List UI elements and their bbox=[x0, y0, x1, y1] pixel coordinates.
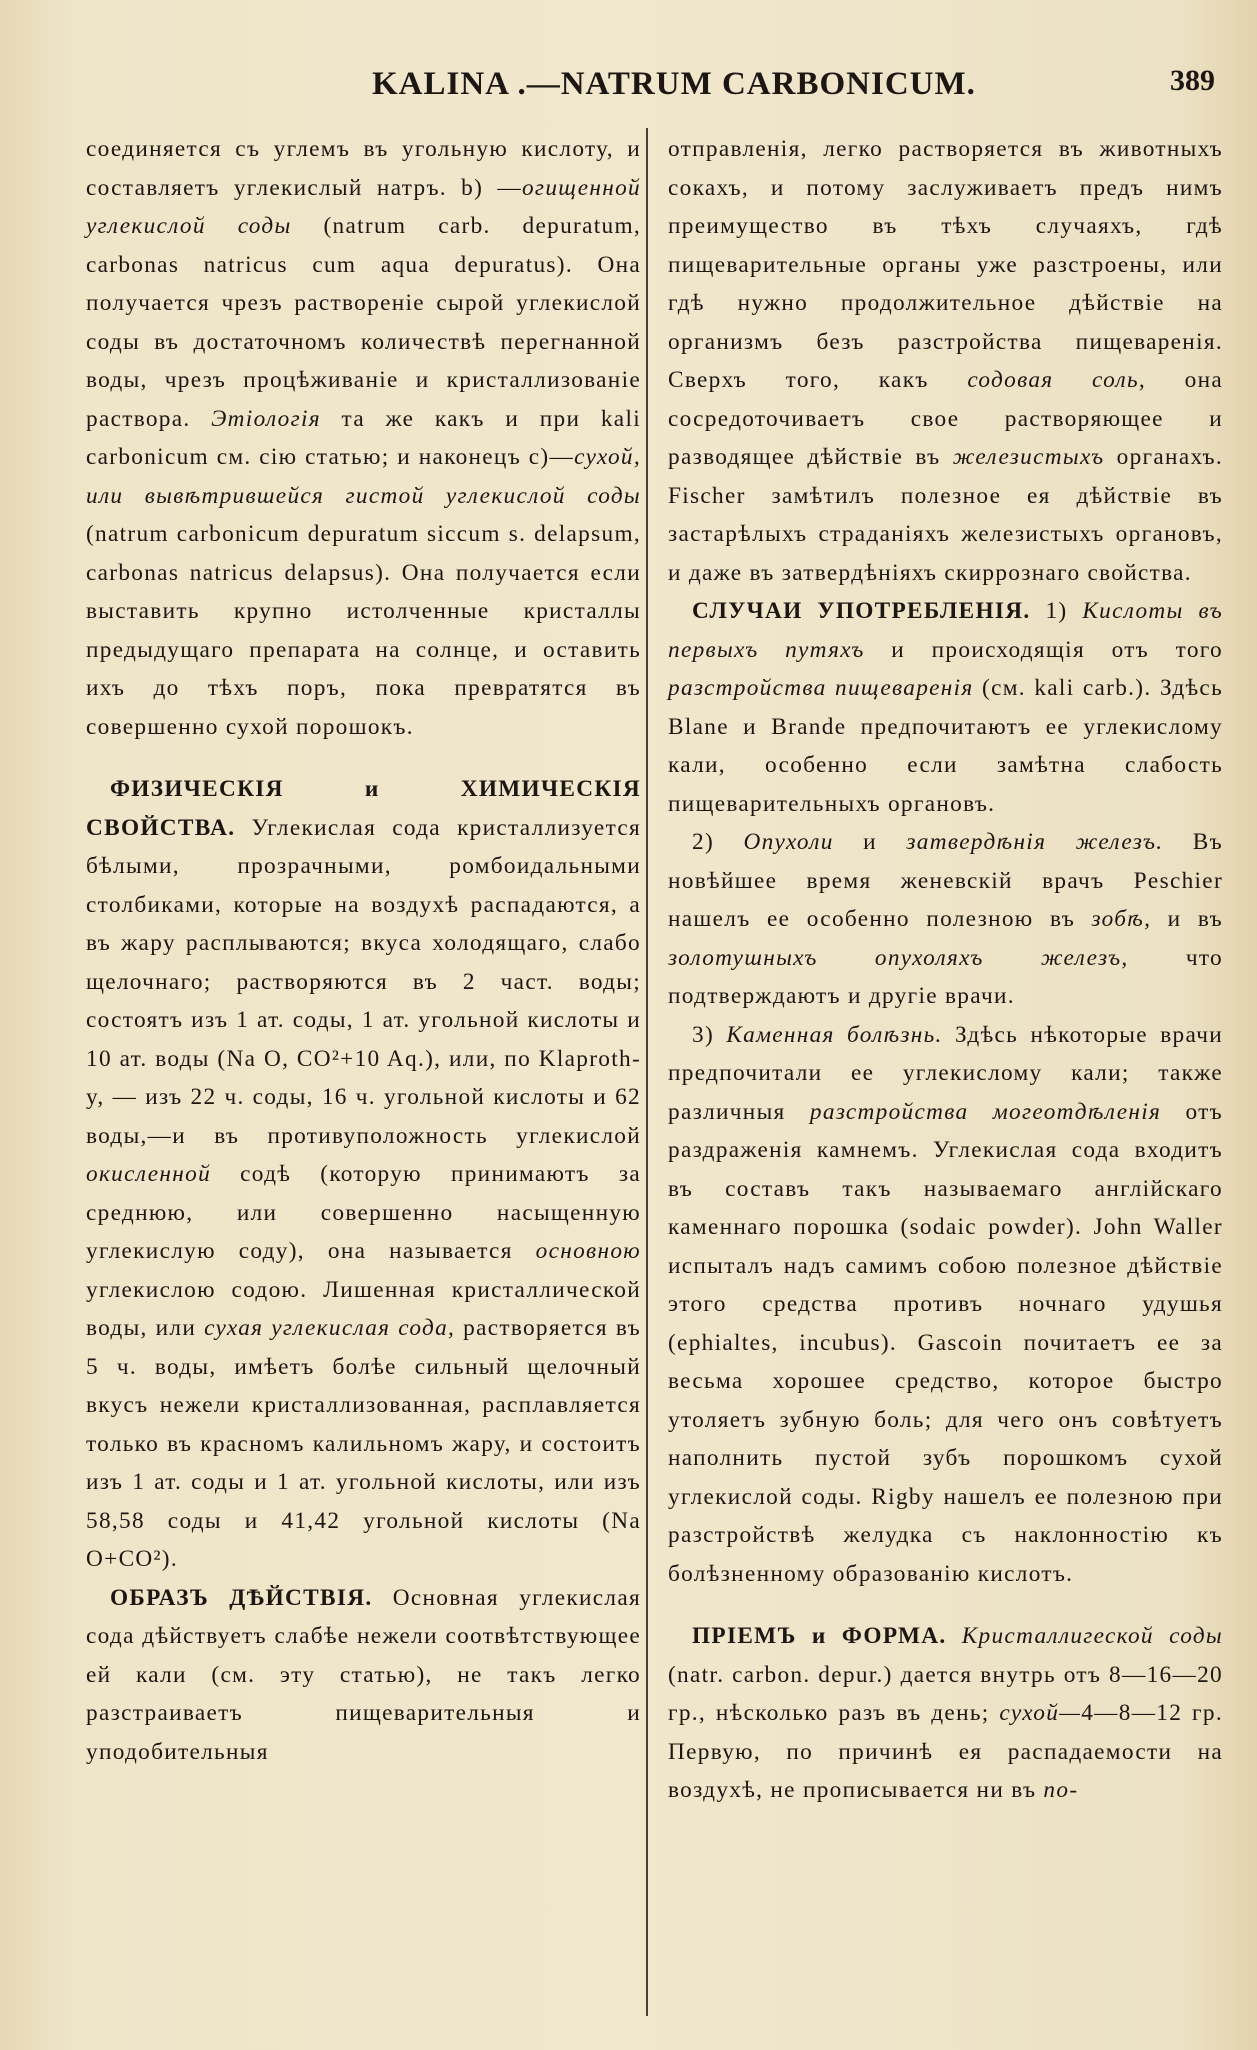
text-run: 2) bbox=[692, 829, 744, 855]
paragraph-action-continued bbox=[668, 130, 1223, 592]
paragraph-properties bbox=[86, 770, 641, 1579]
running-head-title: KALINA .—NATRUM CARBONICUM. bbox=[372, 66, 976, 102]
text-run: Основная углекислая сода дѣйствуетъ слабѣе нежели соотвѣтствующее ей кали (см. эту статью), не такъ легко разстраиваетъ пищеварительныя и уподобительныя bbox=[86, 1584, 641, 1765]
italic-term: Кристаллигеской соды bbox=[961, 1623, 1224, 1649]
italic-term: основною bbox=[535, 1238, 641, 1264]
text-run: (см. kali carb.). Здѣсь Blane и Brande предпочитаютъ ее углекислому кали, особенно если замѣтна слабость пищеварительныхъ органовъ. bbox=[668, 675, 1223, 817]
text-run: отъ раздраженія камнемъ. Углекислая сода входитъ въ составъ такъ называемаго англійскаго каменнаго порошка (sodaic powder). John Waller испыталъ надъ самимъ собою полезное дѣйствіе этого средства противъ ночнаго удушья (ephialtes, incubus). Gascoin почитаетъ ее за весьма хорошее средство, которое быстро утоляетъ зубную боль; для чего онъ совѣтуетъ наполнить пустой зубъ порошкомъ сухой углекислой соды. Rigby нашелъ ее полезною при разстройствѣ желудка съ наклонностію къ болѣзненному образованію кислотъ. bbox=[668, 1098, 1223, 1587]
italic-term: Кислоты въ первыхъ путяхъ bbox=[668, 598, 1223, 663]
text-run: и происходящія отъ того bbox=[864, 636, 1223, 663]
paragraph-soda-varieties bbox=[86, 130, 641, 746]
italic-term: сухая углекислая сода, bbox=[204, 1315, 456, 1341]
text-run bbox=[946, 1623, 961, 1649]
page-number: 389 bbox=[1170, 64, 1215, 97]
section-heading: ПРІЕМЪ и ФОРМА. bbox=[692, 1623, 947, 1649]
text-run: содѣ (которую принимаютъ за среднюю, или совершенно насыщенную углекислую соду), она называется bbox=[86, 1161, 641, 1264]
text-run: 1) bbox=[1030, 598, 1083, 624]
section-heading: СЛУЧАИ УПОТРЕБЛЕНІЯ. bbox=[692, 598, 1031, 624]
italic-term: по- bbox=[1043, 1777, 1079, 1803]
right-column bbox=[668, 130, 1223, 1810]
text-run: Углекислая сода кристаллизуется бѣлыми, прозрачными, ромбоидальными столбиками, которые на воздухѣ распадаются, а въ жару расплываются; вкуса холодящаго, слабо щелочнаго; растворяются въ 2 част. воды; состоятъ изъ 1 ат. соды, 1 ат. угольной кислоты и 10 ат. воды (Na O, CO²+10 Aq.), или, по Klaproth-y, — изъ 22 ч. соды, 16 ч. угольной кислоты и 62 воды,—и въ противуположность углекислой bbox=[86, 814, 641, 1149]
italic-term: зобѣ, bbox=[1091, 906, 1152, 932]
italic-term: затвердѣнія железъ. bbox=[906, 829, 1164, 855]
italic-term: Этіологія bbox=[211, 405, 321, 432]
italic-term: разстройства могеотдѣленія bbox=[809, 1098, 1162, 1125]
italic-term: золотушныхъ опухоляхъ железъ, bbox=[668, 944, 1129, 971]
text-run: Въ новѣйшее время женевскій врачъ Peschier нашелъ ее особенно полезною въ bbox=[668, 829, 1223, 932]
italic-term: Каменная болѣзнь. bbox=[726, 1021, 943, 1048]
text-run: и bbox=[833, 829, 907, 855]
text-run: органахъ. Fischer замѣтилъ полезное ея дѣйствіе въ застарѣлыхъ страданіяхъ железистыхъ органовъ, и даже въ затвердѣніяхъ скиррознаго свойства. bbox=[668, 444, 1223, 586]
paragraph-dosage bbox=[668, 1617, 1223, 1810]
text-run: соединяется съ углемъ въ угольную кислоту, и составляетъ углекислый натръ. b) — bbox=[86, 136, 641, 201]
text-run: углекислою содою. Лишенная кристаллической воды, или bbox=[86, 1276, 641, 1341]
text-run: растворяется въ 5 ч. воды, имѣетъ болѣе сильный щелочный вкусъ нежели кристаллизованная, расплавляется только въ красномъ калильномъ жару, и состоитъ изъ 1 ат. соды и 1 ат. угольной кислоты, или изъ 58,58 соды и 41,42 угольной кислоты (Na O+CO²). bbox=[86, 1315, 641, 1572]
text-run: (natr. carbon. depur.) дается внутрь отъ 8—16—20 гр., нѣсколько разъ въ день; bbox=[668, 1661, 1223, 1726]
section-heading: ФИЗИЧЕСКІЯ и ХИМИЧЕСКІЯ СВОЙСТВА. bbox=[86, 776, 641, 841]
italic-term: разстройства пищеваренія bbox=[668, 675, 974, 701]
paragraph-usage bbox=[668, 592, 1223, 823]
text-run: 4—8—12 гр. Первую, по причинѣ ея распадаемости на воздухѣ, не прописывается ни въ bbox=[668, 1700, 1223, 1803]
text-run: отправленія, легко растворяется въ животныхъ сокахъ, и потому заслуживаетъ предъ нимъ преимущество въ тѣхъ случаяхъ, гдѣ пищеварительные органы уже разстроены, или гдѣ нужно продолжительное дѣйствіе на организмъ безъ разстройства пищеваренія. Сверхъ того, какъ bbox=[668, 136, 1223, 393]
text-run: та же какъ и при kali carbonicum см. сію статью; и наконецъ с)— bbox=[86, 405, 641, 470]
text-run: 3) bbox=[692, 1021, 727, 1048]
italic-term: железистыхъ bbox=[952, 444, 1105, 470]
paragraph-usage-3 bbox=[668, 1016, 1223, 1594]
italic-term: содовая соль, bbox=[967, 367, 1146, 393]
section-heading: ОБРАЗЪ ДѢЙСТВІЯ. bbox=[110, 1584, 373, 1611]
italic-term: огищенной углекислой соды bbox=[86, 174, 641, 239]
italic-term: сухой— bbox=[999, 1700, 1082, 1726]
running-head bbox=[0, 58, 1257, 118]
italic-term: сухой, или вывѣтрившейся гистой углекислой соды bbox=[86, 444, 641, 509]
left-column bbox=[86, 130, 641, 1771]
italic-term: Опухоли bbox=[743, 829, 834, 855]
text-run: (natrum carb. depuratum, carbonas natricus cum aqua depuratus). Она получается чрезъ раствореніе сырой углекислой соды въ достаточномъ количествѣ перегнанной воды, чрезъ процѣживаніе и кристаллизованіе раствора. bbox=[86, 213, 641, 432]
italic-term: окисленной bbox=[86, 1161, 212, 1187]
text-run: (natrum carbonicum depuratum siccum s. delapsum, carbonas natricus delapsus). Она получается если выставить крупно истолченные кристаллы предыдущаго препарата на солнце, и оставить ихъ до тѣхъ поръ, пока превратятся въ совершенно сухой порошокъ. bbox=[86, 521, 641, 740]
text-run: Здѣсь нѣкоторые врачи предпочитали ее углекислому кали; также различныя bbox=[668, 1021, 1223, 1125]
text-run: и въ bbox=[1151, 906, 1223, 932]
paragraph-action bbox=[86, 1579, 641, 1772]
text-run: она сосредоточиваетъ свое растворяющее и разводящее дѣйствіе въ bbox=[668, 367, 1223, 470]
text-run: что подтверждаютъ и другіе врачи. bbox=[668, 944, 1223, 1009]
paragraph-usage-2 bbox=[668, 823, 1223, 1016]
column-divider bbox=[646, 128, 648, 2016]
